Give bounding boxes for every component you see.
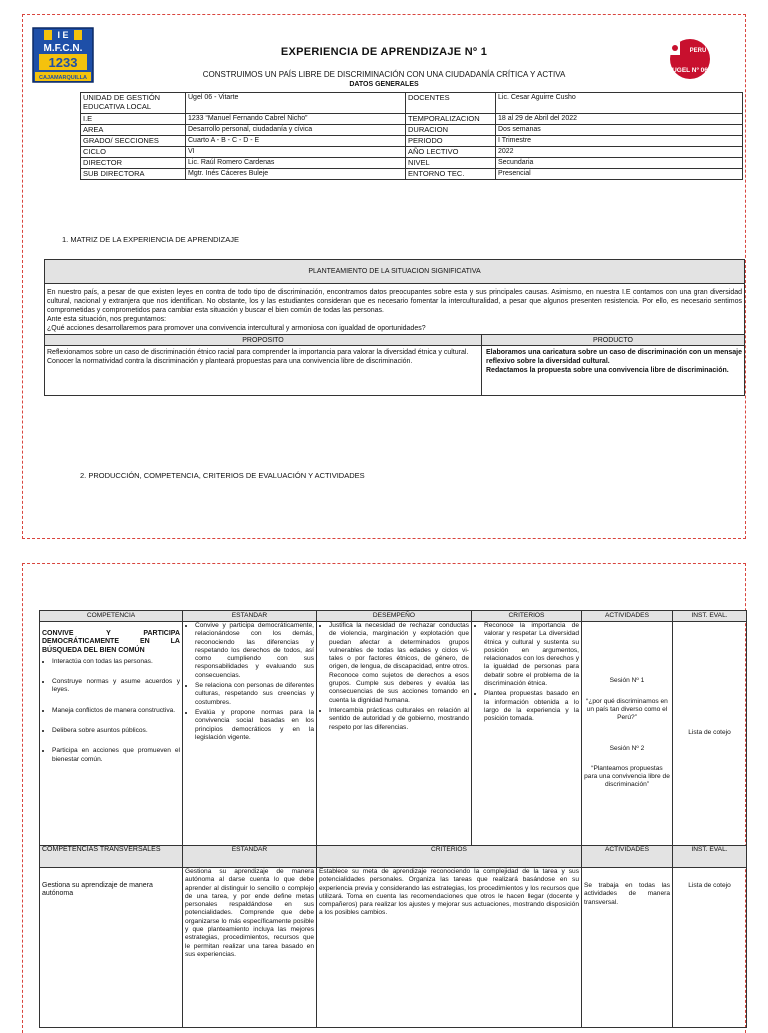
inst-eval-cell: Lista de cotejo: [673, 622, 747, 846]
table-row: [81, 147, 743, 158]
col-header: CRITERIOS: [317, 846, 582, 868]
general-label: DURACION: [406, 125, 496, 136]
session-label: Sesión Nº 2: [609, 744, 645, 752]
situation-cell: [45, 284, 745, 335]
general-value: Presencial: [496, 169, 743, 180]
section-heading-production: 2. PRODUCCIÓN, COMPETENCIA, CRITERIOS DE EVALUACIÓN Y ACTIVIDADES: [80, 471, 365, 480]
school-logo-ie: I E: [57, 30, 69, 40]
col-header: ESTANDAR: [183, 846, 317, 868]
general-label: ENTORNO TEC.: [406, 169, 496, 180]
session-title: “Planteamos propuestas para una convivencia libre de discriminación”: [584, 764, 670, 789]
matrix-table: [44, 259, 745, 396]
estandar-cell: [183, 622, 317, 846]
competencies-table: [39, 610, 747, 1028]
list-item: • Evalúa y propone normas para la convivencia social basadas en los principios democráticos y en la legislación vigente.: [195, 709, 314, 742]
general-label: DOCENTES: [406, 93, 496, 114]
table-row: [81, 136, 743, 147]
school-logo-place: CAJAMARQUILLA: [39, 75, 87, 81]
general-label: AÑO LECTIVO: [406, 147, 496, 158]
col-header: COMPETENCIAS TRANSVERSALES: [40, 846, 183, 868]
ugel-logo-peru: PERU: [689, 48, 707, 54]
trans-actividades-cell: Se trabaja en todas las actividades de manera transversal.: [582, 868, 673, 1028]
col-header: CRITERIOS: [472, 611, 582, 622]
competencia-cell: [40, 622, 183, 846]
list-item: • Maneja conflictos de manera constructiva.: [52, 707, 180, 715]
school-logo-mfcn: M.F.C.N.: [43, 43, 83, 54]
general-value: Ugel 06 - Vitarte: [186, 93, 406, 114]
trans-criterios-cell: Establece su meta de aprendizaje reconociendo la complejidad de la tarea y sus potencialidades personales. Organiza las tareas que realizará basándose en su experiencia previa y considerando las estrategias, los procedimientos y los recursos que utilizará. Toma en cuenta las recomendaciones que otros le hacen llegar (docente y compañeros) para realizar los ajustes y mejorar sus actuaciones, mostrando disposición a los posibles cambios.: [317, 868, 582, 1028]
general-value: Secundaria: [496, 158, 743, 169]
general-value: 2022: [496, 147, 743, 158]
general-label: AREA: [81, 125, 186, 136]
session-label: Sesión Nº 1: [609, 677, 645, 685]
col-header: INST. EVAL.: [673, 611, 747, 622]
col-header: ESTANDAR: [183, 611, 317, 622]
general-value: Lic. Raúl Romero Cardenas: [186, 158, 406, 169]
general-label: DIRECTOR: [81, 158, 186, 169]
producto-text: Redactamos la propuesta sobre una convivencia libre de discriminación.: [486, 367, 729, 374]
table-row: [81, 93, 743, 114]
trans-estandar-cell: Gestiona su aprendizaje de manera autónoma al darse cuenta lo que debe aprender al distinguir lo sencillo o complejo de una tarea, y por ende define metas personales respaldándose en sus potencialidades. Comprende que debe organizarse lo más específicamente posible y que planteamiento incluya las mejores estrategias, procedimientos, recursos que le permitan realizar una tarea basado en sus experiencias.: [183, 868, 317, 1028]
general-value: Cuarto A - B - C - D - E: [186, 136, 406, 147]
general-value: Dos semanas: [496, 125, 743, 136]
situation-paragraph: En nuestro país, a pesar de que existen leyes en contra de todo tipo de discriminación, encontramos datos preocupantes sobre esta y sus principales causas. Asimismo, en nuestra I.E contamos con una gran diversidad cultural, nacional y extranjera que nos identifican. No obstante, los y las estudiantes consideran que es necesario fomentar la interculturalidad, a pesar que algunos presenten resistencia. Por ello, es necesario sentimos comprometidas y comprometidos para cambiar esta situación y buscar el bien común de todas las personas.: [47, 289, 742, 314]
proposito-cell: [45, 346, 482, 396]
proposito-text: Reflexionamos sobre un caso de discriminación étnico racial para comprender la importancia para valorar la diversidad étnica y cultural.: [47, 349, 469, 356]
criterios-cell: [472, 622, 582, 846]
general-value: Desarrollo personal, ciudadanía y cívica: [186, 125, 406, 136]
general-value: 1233 “Manuel Fernando Cabrel Nicho”: [186, 114, 406, 125]
list-item: • Intercambia prácticas culturales en relación al sentido de autoridad y de gobierno, mostrando respeto por las diferencias.: [329, 707, 469, 732]
list-item: • Participa en acciones que promueven el bienestar común.: [52, 747, 180, 764]
table-row: [81, 125, 743, 136]
col-header: INST. EVAL.: [673, 846, 747, 868]
col-header: ACTIVIDADES: [582, 846, 673, 868]
competencia-title: CONVIVE Y PARTICIPA DEMOCRÁTICAMENTE EN LA BÚSQUEDA DEL BIEN COMÚN: [42, 630, 180, 654]
general-value: 18 al 29 de Abril del 2022: [496, 114, 743, 125]
document-subtitle: CONSTRUIMOS UN PAÍS LIBRE DE DISCRIMINACIÓN CON UNA CIUDADANÍA CRÍTICA Y ACTIVA: [202, 70, 566, 79]
general-value: VI: [186, 147, 406, 158]
col-header: ACTIVIDADES: [582, 611, 673, 622]
desempeno-cell: [317, 622, 472, 846]
general-label: SUB DIRECTORA: [81, 169, 186, 180]
ugel-logo-text: UGEL Nº 06: [672, 67, 708, 74]
proposito-header: PROPOSITO: [45, 335, 482, 346]
table-row: [81, 169, 743, 180]
situation-intro: Ante esta situación, nos preguntamos:: [47, 316, 167, 323]
list-item: • Construye normas y asume acuerdos y leyes.: [52, 678, 180, 695]
producto-cell: [482, 346, 745, 396]
list-item: • Justifica la necesidad de rechazar conductas de violencia, marginación y explotación que puedan afectar a determinados grupos vulnerables de todas las edades y ciclos vi-tales o por factores étnicos, de género, de origen, de lengua, de discapacidad, entre otros. Reconoce como sujetos de derechos a esos grupos. Cumple sus deberes y evalúa las consecuencias de sus acciones tomando en cuenta la dignidad humana.: [329, 622, 469, 705]
matrix-header: PLANTEAMIENTO DE LA SITUACION SIGNIFICATIVA: [45, 260, 745, 284]
trans-competencia-cell: Gestiona su aprendizaje de manera autónoma: [40, 868, 183, 1028]
school-logo-number: 1233: [48, 55, 78, 70]
list-item: • Delibera sobre asuntos públicos.: [52, 727, 180, 735]
col-header: DESEMPEÑO: [317, 611, 472, 622]
general-label: TEMPORALIZACION: [406, 114, 496, 125]
section-heading-matrix: 1. MATRIZ DE LA EXPERIENCIA DE APRENDIZAJE: [62, 235, 239, 244]
general-data-table: [80, 92, 743, 180]
general-label: I.E: [81, 114, 186, 125]
list-item: • Convive y participa democráticamente, relacionándose con los demás, reconociendo las diferencias y respetando los derechos de todos, así como cumpliendo con sus responsabilidades y evaluando sus consecuencias.: [195, 622, 314, 680]
general-value: I Trimestre: [496, 136, 743, 147]
general-data-heading: DATOS GENERALES: [349, 81, 419, 88]
general-label: GRADO/ SECCIONES: [81, 136, 186, 147]
list-item: • Se relaciona con personas de diferentes culturas, respetando sus creencias y costumbres.: [195, 682, 314, 707]
producto-text: Elaboramos una caricatura sobre un caso de discriminación con un mensaje reflexivo sobre la diversidad cultural.: [486, 349, 742, 365]
general-label: CICLO: [81, 147, 186, 158]
list-item: • Interactúa con todas las personas.: [52, 658, 180, 666]
situation-question: ¿Qué acciones desarrollaremos para promover una convivencia intercultural y armoniosa con igualdad de oportunidades?: [47, 325, 426, 332]
proposito-text: Conocer la normatividad contra la discriminación y planteará propuestas para una convivencia libre de discriminación.: [47, 358, 413, 365]
general-value: Lic. Cesar Aguirre Cusho: [496, 93, 743, 114]
general-label: NIVEL: [406, 158, 496, 169]
list-item: • Reconoce la importancia de valorar y respetar La diversidad étnica y cultural y sustenta su posición en argumentos, relacionados con los derechos y la igualdad de personas para debatir sobre el problema de la discriminación étnica.: [484, 622, 579, 688]
producto-header: PRODUCTO: [482, 335, 745, 346]
general-label: PERIODO: [406, 136, 496, 147]
table-row: [81, 158, 743, 169]
col-header: COMPETENCIA: [40, 611, 183, 622]
actividades-cell: [582, 622, 673, 846]
table-row: [81, 114, 743, 125]
list-item: • Plantea propuestas basado en la información obtenida a lo largo de la experiencia y la posición tomada.: [484, 690, 579, 723]
general-value: Mgtr. Inés Cáceres Buleje: [186, 169, 406, 180]
trans-inst-eval-cell: Lista de cotejo: [673, 868, 747, 1028]
general-label: UNIDAD DE GESTIÓN EDUCATIVA LOCAL: [81, 93, 186, 114]
document-title: EXPERIENCIA DE APRENDIZAJE Nº 1: [280, 46, 488, 58]
session-title: “¿por qué discriminamos en un país tan diverso como el Perú?”: [586, 697, 668, 722]
